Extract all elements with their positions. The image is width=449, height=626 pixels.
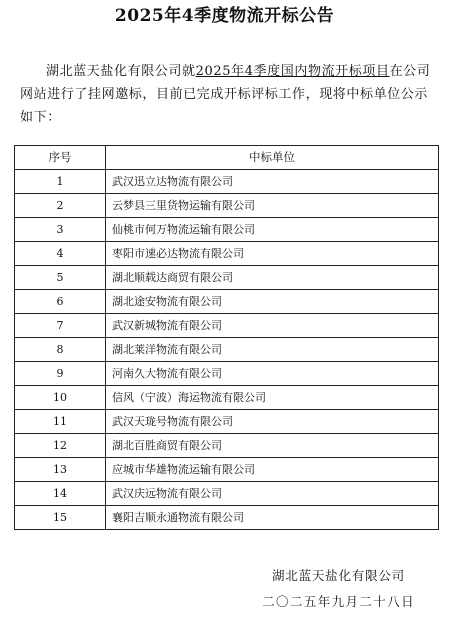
- row-company: 湖北莱洋物流有限公司: [106, 338, 439, 362]
- intro-paragraph: [20, 60, 438, 129]
- row-number: 2: [15, 194, 106, 218]
- table-row: [15, 266, 439, 290]
- row-company: 武汉庆远物流有限公司: [106, 482, 439, 506]
- row-company: 湖北百胜商贸有限公司: [106, 434, 439, 458]
- row-company: 武汉天珑号物流有限公司: [106, 410, 439, 434]
- table-row: [15, 218, 439, 242]
- header-winning-company: 中标单位: [106, 146, 439, 170]
- table-row: [15, 362, 439, 386]
- signature-date: 二〇二五年九月二十八日: [262, 594, 415, 609]
- row-number: 7: [15, 314, 106, 338]
- row-number: 3: [15, 218, 106, 242]
- row-number: 9: [15, 362, 106, 386]
- table-row: [15, 242, 439, 266]
- row-number: 8: [15, 338, 106, 362]
- row-company: 武汉新城物流有限公司: [106, 314, 439, 338]
- row-number: 12: [15, 434, 106, 458]
- table-row: [15, 434, 439, 458]
- project-name: 2025年4季度国内物流开标项目: [195, 64, 390, 79]
- row-company: 湖北途安物流有限公司: [106, 290, 439, 314]
- row-number: 13: [15, 458, 106, 482]
- row-company: 武汉迅立达物流有限公司: [106, 170, 439, 194]
- table-row: [15, 338, 439, 362]
- table-row: [15, 458, 439, 482]
- row-number: 11: [15, 410, 106, 434]
- row-number: 4: [15, 242, 106, 266]
- row-number: 6: [15, 290, 106, 314]
- intro-lead: 湖北蓝天盐化有限公司就: [46, 64, 196, 79]
- row-number: 10: [15, 386, 106, 410]
- table-row: [15, 506, 439, 530]
- row-company: 湖北顺载达商贸有限公司: [106, 266, 439, 290]
- table-row: [15, 386, 439, 410]
- table-header-row: [15, 146, 439, 170]
- table-row: [15, 194, 439, 218]
- row-number: 1: [15, 170, 106, 194]
- table-row: [15, 290, 439, 314]
- table-row: [15, 314, 439, 338]
- page-title: 2025年4季度物流开标公告: [114, 6, 335, 26]
- row-number: 5: [15, 266, 106, 290]
- table-row: [15, 410, 439, 434]
- header-serial-number: 序号: [15, 146, 106, 170]
- row-company: 云梦县三里货物运输有限公司: [106, 194, 439, 218]
- row-number: 14: [15, 482, 106, 506]
- signature-company: 湖北蓝天盐化有限公司: [271, 568, 405, 583]
- row-company: 仙桃市何万物流运输有限公司: [106, 218, 439, 242]
- intro-rest: 在公司网站进行了挂网邀标，目前已完成开标评标工作，现将中标单位公示如下：: [20, 64, 431, 125]
- row-company: 信风（宁波）海运物流有限公司: [106, 386, 439, 410]
- row-company: 河南久大物流有限公司: [106, 362, 439, 386]
- table-row: [15, 482, 439, 506]
- row-company: 应城市华雄物流运输有限公司: [106, 458, 439, 482]
- row-company: 襄阳吉顺永通物流有限公司: [106, 506, 439, 530]
- row-company: 枣阳市速必达物流有限公司: [106, 242, 439, 266]
- table-row: [15, 170, 439, 194]
- winners-table: [14, 145, 439, 530]
- row-number: 15: [15, 506, 106, 530]
